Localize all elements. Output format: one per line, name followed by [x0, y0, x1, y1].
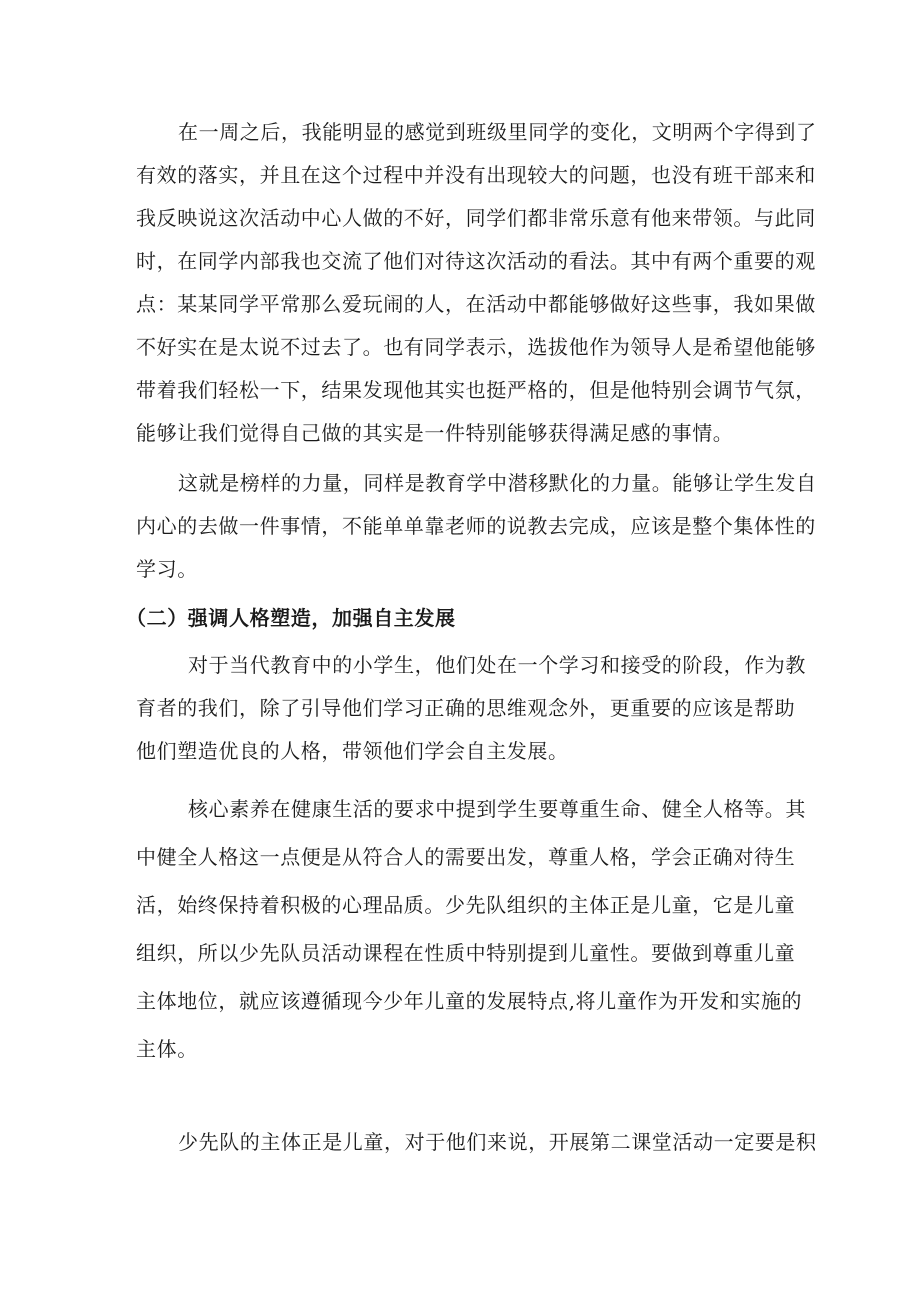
paragraph-1-line-7: 带着我们轻松一下，结果发现他其实也挺严格的，但是他特别会调节气氛， — [136, 378, 816, 402]
paragraph-2-line-2: 内心的去做一件事情，不能单单靠老师的说教去完成，应该是整个集体性的 — [136, 514, 816, 538]
paragraph-1-line-1: 在一周之后，我能明显的感觉到班级里同学的变化，文明两个字得到了 — [178, 120, 817, 144]
paragraph-3-line-3: 他们塑造优良的人格，带领他们学会自主发展。 — [136, 739, 569, 763]
paragraph-1-line-8: 能够让我们觉得自己做的其实是一件特别能够获得满足感的事情。 — [136, 421, 734, 445]
paragraph-1-line-5: 点：某某同学平常那么爱玩闹的人，在活动中都能够做好这些事，我如果做 — [136, 292, 816, 316]
paragraph-1-line-3: 我反映说这次活动中心人做的不好，同学们都非常乐意有他来带领。与此同 — [136, 206, 816, 230]
paragraph-5-line-1: 少先队的主体正是儿童，对于他们来说，开展第二课堂活动一定要是积 — [178, 1130, 817, 1154]
paragraph-4-line-3: 活，始终保持着积极的心理品质。少先队组织的主体正是儿童，它是儿童 — [136, 893, 796, 917]
paragraph-1-line-4: 时，在同学内部我也交流了他们对待这次活动的看法。其中有两个重要的观 — [136, 249, 816, 273]
paragraph-2-line-3: 学习。 — [136, 557, 198, 581]
paragraph-4-line-6: 主体。 — [136, 1037, 198, 1061]
paragraph-1-line-2: 有效的落实，并且在这个过程中并没有出现较大的问题，也没有班干部来和 — [136, 163, 816, 187]
paragraph-4-line-4: 组织，所以少先队员活动课程在性质中特别提到儿童性。要做到尊重儿童 — [136, 941, 796, 965]
paragraph-3-line-1: 对于当代教育中的小学生，他们处在一个学习和接受的阶段，作为教 — [188, 653, 806, 677]
section-heading: （二）强调人格塑造，加强自主发展 — [126, 606, 456, 630]
paragraph-3-line-2: 育者的我们，除了引导他们学习正确的思维观念外，更重要的应该是帮助 — [136, 696, 796, 720]
paragraph-4-line-2: 中健全人格这一点便是从符合人的需要出发，尊重人格，学会正确对待生 — [136, 845, 796, 869]
paragraph-1-line-6: 不好实在是太说不过去了。也有同学表示，选拔他作为领导人是希望他能够 — [136, 335, 816, 359]
paragraph-4-line-5: 主体地位，就应该遵循现今少年儿童的发展特点,将儿童作为开发和实施的 — [136, 989, 803, 1013]
paragraph-2-line-1: 这就是榜样的力量，同样是教育学中潜移默化的力量。能够让学生发自 — [178, 471, 817, 495]
paragraph-4-line-1: 核心素养在健康生活的要求中提到学生要尊重生命、健全人格等。其 — [188, 797, 806, 821]
